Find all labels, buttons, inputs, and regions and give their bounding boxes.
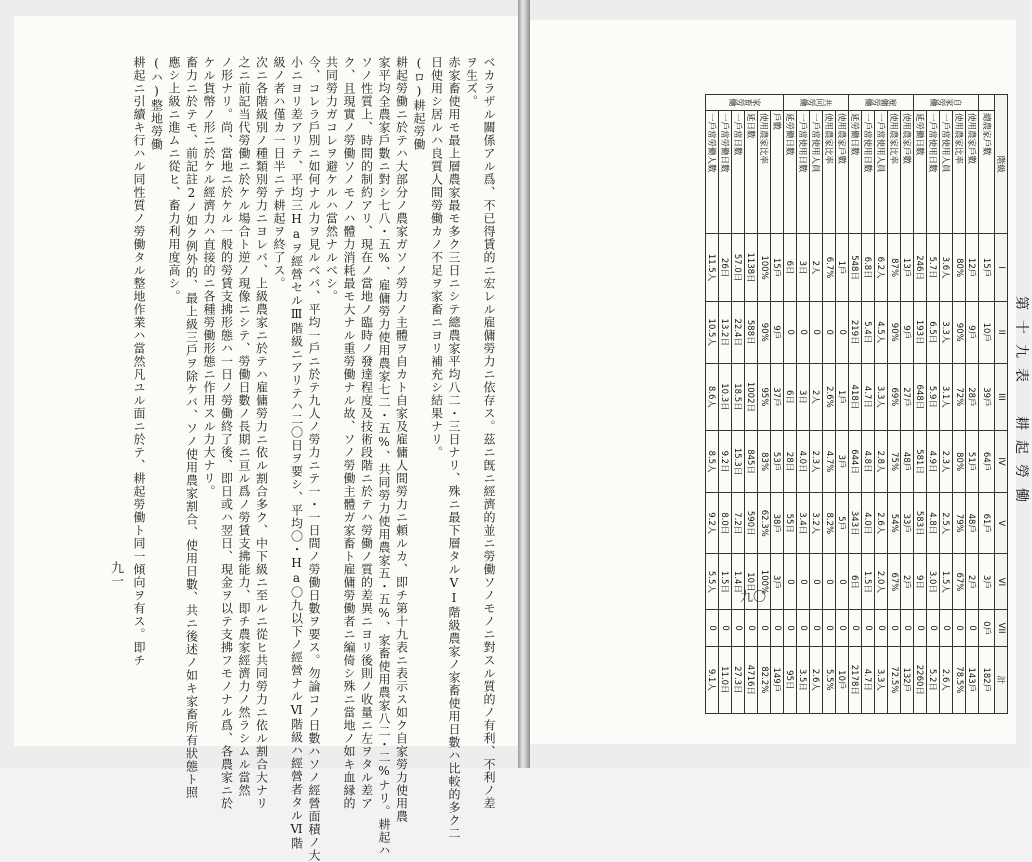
column-header: 階級 bbox=[995, 95, 1008, 234]
row-label: 使用農家戶數 bbox=[966, 111, 979, 234]
row-group-label: 共同勞働 bbox=[784, 95, 849, 111]
table-row bbox=[927, 95, 940, 714]
table-cell: 548日 bbox=[849, 234, 862, 301]
table-cell: 182戶 bbox=[979, 646, 995, 713]
table-cell: 0 bbox=[732, 610, 745, 646]
table-cell: 80% bbox=[953, 234, 966, 301]
table-cell: 3.4日 bbox=[797, 493, 810, 554]
table-cell: 0 bbox=[745, 610, 758, 646]
table-cell: 6.2人 bbox=[875, 234, 888, 301]
table-cell: 87% bbox=[888, 234, 901, 301]
table-cell: 28戶 bbox=[966, 363, 979, 430]
row-label: 延勞働日數 bbox=[914, 111, 927, 234]
table-cell: 2.6% bbox=[823, 363, 836, 430]
table-cell: 3.3人 bbox=[875, 646, 888, 713]
table-cell: 0 bbox=[810, 554, 823, 610]
table-cell: 18.5日 bbox=[732, 363, 745, 430]
table-cell: 0 bbox=[719, 610, 732, 646]
table-cell: 10日 bbox=[745, 554, 758, 610]
table-cell: 15戶 bbox=[771, 234, 784, 301]
table-cell: 0 bbox=[810, 301, 823, 363]
row-label: 使用農家戶數 bbox=[836, 111, 849, 234]
row-group-label: 家畜勞働 bbox=[706, 95, 784, 111]
table-cell: 143戶 bbox=[966, 646, 979, 713]
table-cell: 100% bbox=[758, 554, 771, 610]
table-cell: 4.0日 bbox=[797, 431, 810, 493]
table-cell: 90% bbox=[888, 301, 901, 363]
table-row bbox=[758, 95, 771, 714]
table-cell: 83% bbox=[758, 431, 771, 493]
table-cell: 0 bbox=[927, 610, 940, 646]
table-cell: 39戶 bbox=[979, 363, 995, 430]
table-cell: 78.5% bbox=[953, 646, 966, 713]
table-cell: 64戶 bbox=[979, 431, 995, 493]
table-cell: 0 bbox=[862, 610, 875, 646]
right-page-number: 九〇 bbox=[740, 590, 767, 605]
table-cell: 2.5人 bbox=[940, 493, 953, 554]
table-cell: 82.2% bbox=[758, 646, 771, 713]
table-cell: 90% bbox=[758, 301, 771, 363]
table-cell: 8.0日 bbox=[719, 493, 732, 554]
row-label: 戶數 bbox=[771, 111, 784, 234]
table-cell: 1138日 bbox=[745, 234, 758, 301]
table-cell: 4.8日 bbox=[862, 431, 875, 493]
table-cell: 0 bbox=[758, 610, 771, 646]
table-cell: 27戶 bbox=[901, 363, 914, 430]
table-header-row bbox=[995, 95, 1008, 714]
table-cell: 3.1人 bbox=[940, 363, 953, 430]
table-cell: 22.4日 bbox=[732, 301, 745, 363]
table-cell: 90% bbox=[953, 301, 966, 363]
row-label: 使用農家比率 bbox=[888, 111, 901, 234]
table-row bbox=[849, 95, 862, 714]
table-row bbox=[862, 95, 875, 714]
column-header: VII bbox=[995, 610, 1008, 646]
table-cell: 10戶 bbox=[979, 301, 995, 363]
table-cell: 10.5人 bbox=[706, 301, 719, 363]
row-label: 使用農家比率 bbox=[953, 111, 966, 234]
table-cell: 5.5% bbox=[823, 646, 836, 713]
table-cell: 1戶 bbox=[836, 363, 849, 430]
table-row bbox=[836, 95, 849, 714]
table-cell: 27.3日 bbox=[732, 646, 745, 713]
table-cell: 33戶 bbox=[901, 493, 914, 554]
table-row bbox=[888, 95, 901, 714]
table-cell: 79% bbox=[953, 493, 966, 554]
row-label: 一戶當使用日數 bbox=[797, 111, 810, 234]
row-label: 一戶當日數 bbox=[732, 111, 745, 234]
table-cell: 4716日 bbox=[745, 646, 758, 713]
table-cell: 2人 bbox=[810, 363, 823, 430]
table-cell: 590日 bbox=[745, 493, 758, 554]
column-header: IV bbox=[995, 431, 1008, 493]
table-cell: 57.0日 bbox=[732, 234, 745, 301]
row-group-label: 雇傭勞働 bbox=[849, 95, 914, 111]
table-cell: 3.2人 bbox=[810, 493, 823, 554]
book-gutter bbox=[518, 0, 530, 768]
table-cell: 219日 bbox=[849, 301, 862, 363]
table-row bbox=[797, 95, 810, 714]
table-cell: 3.3人 bbox=[940, 301, 953, 363]
data-table bbox=[706, 94, 1009, 714]
table-cell: 1.4日 bbox=[732, 554, 745, 610]
table-cell: 12戶 bbox=[966, 234, 979, 301]
table-cell: 28日 bbox=[784, 431, 797, 493]
table-cell: 0 bbox=[914, 610, 927, 646]
table-cell: 1戶 bbox=[836, 234, 849, 301]
text-column: ベカラザル關係アル爲、不已得賃的ニ宏レル雇傭勞力ニ依存ス。茲ニ旣ニ經濟的並ニ勞働ソノモノニ對スル質的ノ有利、不利ノ差 bbox=[482, 56, 496, 810]
table-cell: 69% bbox=[888, 363, 901, 430]
table-cell: 6日 bbox=[784, 234, 797, 301]
table-cell: 0 bbox=[784, 610, 797, 646]
table-cell: 75% bbox=[888, 431, 901, 493]
table-cell: 9.2日 bbox=[719, 431, 732, 493]
table-cell: 0 bbox=[797, 301, 810, 363]
row-label: 一戶當使用日數 bbox=[862, 111, 875, 234]
column-header: V bbox=[995, 493, 1008, 554]
text-column: ノ形ナリ。尚、當地ニ於ケル一般的勞賃支拂形態ハ一日ノ勞働終了後、即日或ハ翌日、現金ヲ以テ支拂フモノナル爲、各農家ニ於 bbox=[219, 56, 234, 810]
table-cell: 4.0日 bbox=[862, 493, 875, 554]
table-cell: 0 bbox=[810, 610, 823, 646]
table-row bbox=[784, 95, 797, 714]
table-cell: 588日 bbox=[745, 301, 758, 363]
table-cell: 343日 bbox=[849, 493, 862, 554]
row-label: 使用農家戶數 bbox=[901, 111, 914, 234]
text-column: 赤家畜使用モ最上層農家最モ多ク三日ニシテ總農家平均八二・三日ナリ、殊ニ最下層タルVI階級農家ノ家畜使用日數ハ比較的多ク二 bbox=[447, 56, 461, 840]
column-header: III bbox=[995, 363, 1008, 430]
table-cell: 51戶 bbox=[966, 431, 979, 493]
row-label: 一戶當使用日數 bbox=[927, 111, 940, 234]
row-label: 使用農家比率 bbox=[758, 111, 771, 234]
table-cell: 0 bbox=[901, 610, 914, 646]
text-column: ソノ性質上、時間的制約アリ、現在ノ當地ノ臨時ノ發達程度及技術段階ニ於テハ勞働ノ質的差異ニヨリ後則ノ收量ニ左ヲタル差ア bbox=[359, 56, 374, 810]
row-group-label bbox=[979, 95, 995, 111]
table-row bbox=[732, 95, 745, 714]
table-cell: 48戶 bbox=[966, 493, 979, 554]
table-cell: 0 bbox=[784, 554, 797, 610]
table-cell: 3戶 bbox=[979, 554, 995, 610]
table-cell: 13.2日 bbox=[719, 301, 732, 363]
table-cell: 10.3日 bbox=[719, 363, 732, 430]
text-column: (ロ)耕起勞働 bbox=[412, 56, 426, 151]
table-cell: 9戶 bbox=[771, 301, 784, 363]
text-column: 次ニ各階級別ノ種類別勞力ニヨレバ、上級農家ニ於テハ雇傭勞力ニ依ル割合多ク、中下級ニ至ルニ從ヒ共同勞力ニ依ル割合大ナリ bbox=[254, 56, 269, 810]
table-cell: 48戶 bbox=[901, 431, 914, 493]
table-cell: 54% bbox=[888, 493, 901, 554]
row-group-label: 自家勞働 bbox=[914, 95, 979, 111]
table-cell: 9戶 bbox=[966, 301, 979, 363]
table-cell: 2.6人 bbox=[875, 493, 888, 554]
table-cell: 0 bbox=[823, 610, 836, 646]
table-row bbox=[914, 95, 927, 714]
row-label: 總農家戶數 bbox=[979, 111, 995, 234]
table-cell: 4.5人 bbox=[875, 301, 888, 363]
row-label: 一戶當使用人員 bbox=[875, 111, 888, 234]
table-cell: 5.5人 bbox=[706, 554, 719, 610]
column-header: II bbox=[995, 301, 1008, 363]
table-cell: 8.5人 bbox=[706, 431, 719, 493]
table-cell: 2.0人 bbox=[875, 554, 888, 610]
table-cell: 2.8人 bbox=[875, 431, 888, 493]
table-cell: 10戶 bbox=[836, 646, 849, 713]
table-cell: 11.0日 bbox=[719, 646, 732, 713]
table-cell: 0 bbox=[836, 610, 849, 646]
table-row bbox=[901, 95, 914, 714]
table-cell: 2.3人 bbox=[940, 431, 953, 493]
table-row bbox=[745, 95, 758, 714]
table-cell: 0 bbox=[836, 301, 849, 363]
table-cell: 246日 bbox=[914, 234, 927, 301]
text-column: (ハ)整地勞働 bbox=[149, 56, 164, 151]
table-cell: 8.2% bbox=[823, 493, 836, 554]
table-cell: 9.2人 bbox=[706, 493, 719, 554]
table-cell: 0 bbox=[771, 610, 784, 646]
table-cell: 5.9日 bbox=[927, 363, 940, 430]
left-page-number: 九一 bbox=[108, 561, 123, 587]
text-column: 共同勞力ガコレヲ避ケルハ當然ナルベシ。 bbox=[324, 56, 339, 303]
table-cell: 644日 bbox=[849, 431, 862, 493]
text-column: 小ニヨリ差アリテ、平均三Haヲ經營セルⅢ階級ニアリテハ二〇日ヲ要シ、平均〇・Ha〇九以下ノ經營ナルⅥ階級ハ經營者タルⅥ階 bbox=[289, 56, 304, 850]
table-cell: 0 bbox=[940, 610, 953, 646]
row-label: 一戶當勞働日數 bbox=[719, 111, 732, 234]
table-row bbox=[953, 95, 966, 714]
table-cell: 6.5日 bbox=[927, 301, 940, 363]
table-cell: 6.8日 bbox=[862, 234, 875, 301]
table-cell: 0戶 bbox=[979, 610, 995, 646]
table-cell: 0 bbox=[875, 610, 888, 646]
text-column: 耕起ニ引續キ行ハル同性質ノ勞働タル整地作業ハ當然凡ユル面ニ於テ、耕起勞働ト同一傾向ヲ有ス。即チ bbox=[132, 56, 146, 667]
table-cell: 9日 bbox=[914, 554, 927, 610]
table-cell: 26日 bbox=[719, 234, 732, 301]
table-cell: 418日 bbox=[849, 363, 862, 430]
table-cell: 0 bbox=[966, 610, 979, 646]
table-cell: 193日 bbox=[914, 301, 927, 363]
table-cell: 0 bbox=[784, 301, 797, 363]
table-cell: 53戶 bbox=[771, 431, 784, 493]
table-cell: 38戶 bbox=[771, 493, 784, 554]
table-cell: 4.8日 bbox=[927, 493, 940, 554]
table-cell: 4.7日 bbox=[862, 646, 875, 713]
table-cell: 15.3日 bbox=[732, 431, 745, 493]
row-label: 延日數 bbox=[745, 111, 758, 234]
table-cell: 100% bbox=[758, 234, 771, 301]
table-cell: 149戶 bbox=[771, 646, 784, 713]
table-cell: 95% bbox=[758, 363, 771, 430]
left-page bbox=[14, 16, 518, 862]
table-cell: 2260日 bbox=[914, 646, 927, 713]
row-label: 一戶當使用人員 bbox=[940, 111, 953, 234]
text-column: 日使用シ居ルハ良質人間勞働カノ不足ヲ家畜ニヨリ補充シ結果ナリ。 bbox=[429, 56, 444, 459]
text-column: 畜力ニ於テモ、前記註2ノ如ク例外的、最上級三戶ヲ除ケバ、ソノ使用農家割合、使用日數、共ニ後述ノ如キ家畜所有狀態ト照 bbox=[184, 56, 199, 799]
table-cell: 9.1人 bbox=[706, 646, 719, 713]
table-cell: 2.3人 bbox=[810, 431, 823, 493]
text-column: 應シ上級ニ進ムニ從ヒ、畜力利用度高シ。 bbox=[167, 56, 181, 303]
text-column: 今、コレラ戶別ニ如何ナル力ヲ見ルベバ、平均一戶ニ於テ九人ノ勞力ニテ一・一日間ノ勞働日數ヲ要ス。勿論コノ日數ハソノ經營面積ノ大 bbox=[307, 56, 321, 862]
table-cell: 1.5日 bbox=[719, 554, 732, 610]
table-title: 第十九表 耕起勞働 bbox=[1013, 296, 1029, 512]
table-cell: 2.6人 bbox=[940, 646, 953, 713]
column-header: 計 bbox=[995, 646, 1008, 713]
table-row bbox=[823, 95, 836, 714]
table-cell: 13戶 bbox=[901, 234, 914, 301]
row-label: 延勞働日數 bbox=[849, 111, 862, 234]
text-column: ク、且現實ノ勞働ソノモノハ體力消耗最モ大ナル重勞働ナル故、ソノ勞働主體ガ家畜ト雇傭勞働者ニ編倚シ殊ニ當地ノ如キ血縁的 bbox=[342, 56, 356, 810]
table-row bbox=[875, 95, 888, 714]
table-cell: 0 bbox=[797, 554, 810, 610]
table-cell: 2人 bbox=[810, 234, 823, 301]
table-row bbox=[706, 95, 719, 714]
text-column: ケル貨幣ノ形ニ於ケル經濟力ハ直接的ニ各種勞働形態ニ作用スル力大ナリ。 bbox=[202, 56, 216, 498]
text-column: 之ニ前記当代勞働ニ於ケル場合ト逆ノ現像ニシテ、勞働日數ノ長期ニ亘ル爲ノ勞賃支拂能力、即チ農家經濟力ノ然ラシムル當然 bbox=[237, 56, 251, 797]
table-cell: 0 bbox=[797, 610, 810, 646]
table-cell: 1.5日 bbox=[862, 554, 875, 610]
table-cell: 72.5% bbox=[888, 646, 901, 713]
table-cell: 5.2日 bbox=[927, 646, 940, 713]
table-cell: 3戶 bbox=[771, 554, 784, 610]
table-cell: 0 bbox=[888, 610, 901, 646]
table-cell: 1002日 bbox=[745, 363, 758, 430]
table-cell: 4.9日 bbox=[927, 431, 940, 493]
table-cell: 132戶 bbox=[901, 646, 914, 713]
table-cell: 2.6人 bbox=[810, 646, 823, 713]
table-cell: 0 bbox=[823, 554, 836, 610]
table-cell: 3戶 bbox=[836, 431, 849, 493]
table-cell: 5戶 bbox=[836, 493, 849, 554]
row-label: 延勞働日數 bbox=[784, 111, 797, 234]
table-cell: 4.7日 bbox=[862, 363, 875, 430]
text-column: 家平均全農家戶數ニ對シ七八・五%、雇傭勞力使用農家七二・五%、共同勞力使用農家五・五%、家畜使用農家八二・二%ナリ。耕起ハ bbox=[377, 56, 391, 857]
table-cell: 2戶 bbox=[966, 554, 979, 610]
table-cell: 4.7% bbox=[823, 431, 836, 493]
table-cell: 37戶 bbox=[771, 363, 784, 430]
table-cell: 6日 bbox=[849, 554, 862, 610]
right-page bbox=[530, 20, 1029, 744]
table-cell: 8.6人 bbox=[706, 363, 719, 430]
table-cell: 15戶 bbox=[979, 234, 995, 301]
table-cell: 648日 bbox=[914, 363, 927, 430]
table-cell: 581日 bbox=[914, 431, 927, 493]
table-cell: 80% bbox=[953, 431, 966, 493]
table-row bbox=[719, 95, 732, 714]
row-label: 一戶當使用人員 bbox=[810, 111, 823, 234]
column-header: VI bbox=[995, 554, 1008, 610]
table-19 bbox=[660, 94, 1030, 714]
table-cell: 6.7% bbox=[823, 234, 836, 301]
table-cell: 583日 bbox=[914, 493, 927, 554]
table-cell: 72% bbox=[953, 363, 966, 430]
text-column: 耕起勞働ニ於テハ大部分ノ農家ガソノ勞力ノ主體ヲ自カト自家及雇傭人間勞力ニ頼ルカ、即チ第十九表ニ表示ス如ク自家勞力使用農 bbox=[394, 56, 409, 823]
table-cell: 2178日 bbox=[849, 646, 862, 713]
table-row bbox=[810, 95, 823, 714]
row-label: 使用農家比率 bbox=[823, 111, 836, 234]
table-cell: 0 bbox=[823, 301, 836, 363]
table-cell: 3.3人 bbox=[875, 363, 888, 430]
table-cell: 0 bbox=[836, 554, 849, 610]
table-cell: 7.2日 bbox=[732, 493, 745, 554]
table-cell: 5.7日 bbox=[927, 234, 940, 301]
table-cell: 6日 bbox=[784, 363, 797, 430]
table-row bbox=[979, 95, 995, 714]
table-cell: 1.5人 bbox=[940, 554, 953, 610]
table-cell: 845日 bbox=[745, 431, 758, 493]
table-cell: 3日 bbox=[797, 234, 810, 301]
table-cell: 0 bbox=[953, 610, 966, 646]
table-row bbox=[940, 95, 953, 714]
table-cell: 2戶 bbox=[901, 554, 914, 610]
table-cell: 55日 bbox=[784, 493, 797, 554]
column-header: I bbox=[995, 234, 1008, 301]
table-row bbox=[771, 95, 784, 714]
table-cell: 3.6人 bbox=[940, 234, 953, 301]
table-cell: 0 bbox=[706, 610, 719, 646]
table-cell: 9戶 bbox=[901, 301, 914, 363]
table-cell: 3日 bbox=[797, 363, 810, 430]
table-cell: 3.0日 bbox=[927, 554, 940, 610]
table-cell: 5.4日 bbox=[862, 301, 875, 363]
table-cell: 61戶 bbox=[979, 493, 995, 554]
table-cell: 62.3% bbox=[758, 493, 771, 554]
table-cell: 11.5人 bbox=[706, 234, 719, 301]
table-cell: 67% bbox=[953, 554, 966, 610]
table-cell: 3.5日 bbox=[797, 646, 810, 713]
table-cell: 0 bbox=[849, 610, 862, 646]
table-row bbox=[966, 95, 979, 714]
text-column: ヲ生ズ。 bbox=[464, 56, 479, 108]
row-label: 一戶當勞働人數 bbox=[706, 111, 719, 234]
table-cell: 95日 bbox=[784, 646, 797, 713]
text-column: 級ノ者ハ僅カ一日半ニテ耕起ヲ終了ス。 bbox=[272, 56, 286, 290]
table-cell: 67% bbox=[888, 554, 901, 610]
